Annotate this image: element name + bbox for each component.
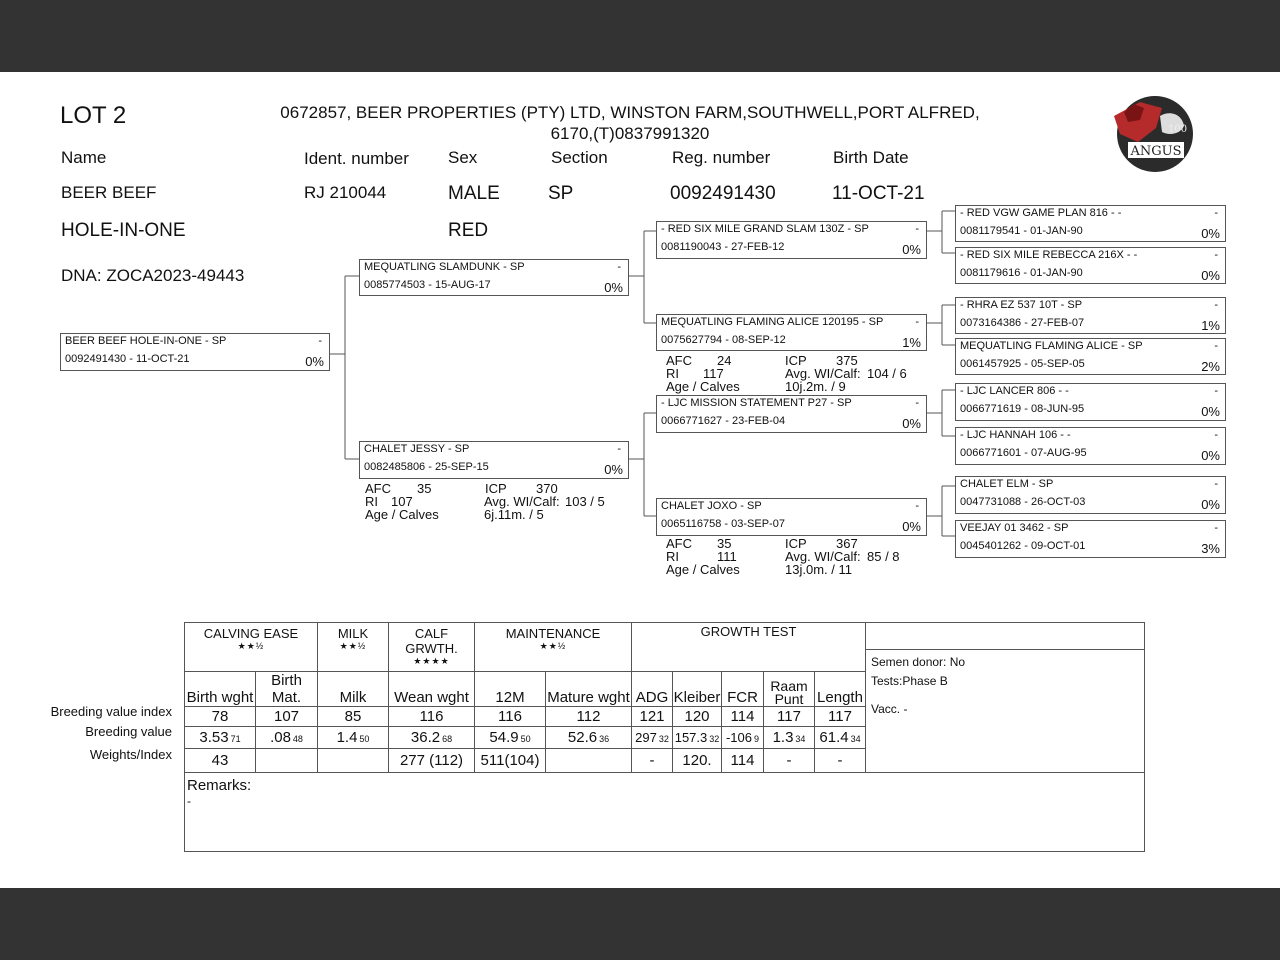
pedigree-sire bbox=[359, 259, 629, 296]
pedigree-percent: 0% bbox=[1201, 448, 1220, 463]
pedigree-great-grandparent bbox=[955, 520, 1226, 558]
pedigree-dash: - bbox=[915, 397, 919, 409]
pedigree-reg: 0081179541 - 01-JAN-90 bbox=[960, 225, 1083, 237]
afc-value: 35 bbox=[417, 481, 432, 496]
bv-accuracy: 32 bbox=[709, 734, 720, 744]
pedigree-reg: 0082485806 - 25-SEP-15 bbox=[364, 461, 489, 473]
bv-accuracy: 34 bbox=[850, 734, 861, 744]
row-label-bv: Breeding value bbox=[85, 724, 172, 739]
animal-birth: 11-OCT-21 bbox=[832, 183, 925, 204]
pedigree-reg: 0073164386 - 27-FEB-07 bbox=[960, 317, 1085, 329]
bottom-bar bbox=[0, 888, 1280, 960]
pedigree-dash: - bbox=[1214, 299, 1218, 311]
animal-name-1: BEER BEEF bbox=[61, 183, 157, 202]
pedigree-dam-dam bbox=[656, 498, 927, 536]
afc-value: 24 bbox=[717, 353, 732, 368]
age-calves-value: 6j.11m. / 5 bbox=[484, 507, 544, 522]
weight-cell: 120. bbox=[673, 749, 722, 773]
animal-name-2: HOLE-IN-ONE bbox=[61, 220, 186, 241]
ri-value: 107 bbox=[391, 494, 413, 509]
pedigree-percent: 2% bbox=[1201, 359, 1220, 374]
breeding-value-table bbox=[184, 622, 1145, 852]
index-cell: 117 bbox=[764, 707, 815, 727]
pedigree-reg: 0066771619 - 08-JUN-95 bbox=[960, 403, 1085, 415]
remarks-label: Remarks: bbox=[187, 777, 252, 794]
age-calves-label: Age / Calves bbox=[666, 562, 740, 577]
group-label: MILK bbox=[337, 626, 369, 641]
weight-cell: 114 bbox=[722, 749, 764, 773]
pedigree-dash: - bbox=[1214, 522, 1218, 534]
pedigree-reg: 0081190043 - 27-FEB-12 bbox=[661, 241, 785, 253]
group-label: MAINTENANCE bbox=[505, 626, 601, 641]
pedigree-percent: 0% bbox=[305, 354, 324, 369]
bv-accuracy: 50 bbox=[520, 734, 531, 744]
bv-accuracy: 32 bbox=[658, 734, 669, 744]
ri-value: 117 bbox=[703, 366, 724, 381]
pedigree-reg: 0061457925 - 05-SEP-05 bbox=[960, 358, 1085, 370]
pedigree-name: - RHRA EZ 537 10T - SP bbox=[960, 299, 1083, 311]
index-cell: 114 bbox=[722, 707, 764, 727]
afc-label: AFC bbox=[365, 481, 391, 496]
pedigree-dash: - bbox=[1214, 207, 1218, 219]
col-fcr: FCR bbox=[722, 672, 764, 707]
pedigree-percent: 0% bbox=[902, 519, 921, 534]
pedigree-reg: 0066771601 - 07-AUG-95 bbox=[960, 447, 1087, 459]
col-adg: ADG bbox=[632, 672, 673, 707]
group-calving-ease bbox=[185, 623, 318, 672]
header-birth: Birth Date bbox=[833, 148, 909, 167]
index-cell: 120 bbox=[673, 707, 722, 727]
pedigree-percent: 0% bbox=[1201, 226, 1220, 241]
pedigree-percent: 0% bbox=[1201, 268, 1220, 283]
icp-value: 370 bbox=[536, 481, 558, 496]
age-calves-label: Age / Calves bbox=[666, 379, 740, 394]
bv-accuracy: 36 bbox=[599, 734, 610, 744]
pedigree-dash: - bbox=[915, 316, 919, 328]
weight-cell: 511(104) bbox=[475, 749, 546, 773]
pedigree-percent: 0% bbox=[1201, 497, 1220, 512]
pedigree-dash: - bbox=[915, 223, 919, 235]
ri-label: RI bbox=[365, 494, 378, 509]
owner-line-2: 6170,(T)0837991320 bbox=[550, 124, 710, 143]
animal-ident: RJ 210044 bbox=[304, 183, 387, 202]
pedigree-great-grandparent bbox=[955, 297, 1226, 334]
bv-value: 3.53 bbox=[199, 729, 229, 746]
index-cell: 112 bbox=[546, 707, 632, 727]
bv-accuracy: 34 bbox=[795, 734, 806, 744]
age-calves-label: Age / Calves bbox=[365, 507, 439, 522]
avg-weight-value: 103 / 5 bbox=[565, 494, 605, 509]
bv-accuracy: 48 bbox=[292, 734, 303, 744]
weight-cell: 43 bbox=[185, 749, 256, 773]
ri-label: RI bbox=[666, 366, 679, 381]
bv-value: 52.6 bbox=[567, 729, 598, 746]
avg-weight-label: Avg. WI/Calf: bbox=[785, 366, 861, 381]
group-growth-test: GROWTH TEST bbox=[632, 623, 866, 672]
pedigree-page bbox=[0, 72, 1280, 888]
side-info bbox=[866, 623, 1145, 773]
bv-accuracy: 9 bbox=[754, 734, 760, 744]
col-mature-weight: Mature wght bbox=[546, 672, 632, 707]
group-label: CALVING EASE bbox=[203, 626, 299, 641]
pedigree-name: - RED SIX MILE GRAND SLAM 130Z - SP bbox=[661, 223, 869, 235]
vacc-info: Vacc. - bbox=[871, 702, 908, 716]
pedigree-sire-dam bbox=[656, 314, 927, 351]
header-ident: Ident. number bbox=[304, 149, 409, 168]
col-milk: Milk bbox=[318, 672, 389, 707]
bv-value: 1.3 bbox=[772, 729, 794, 746]
bv-accuracy: 71 bbox=[230, 734, 241, 744]
bv-value: 36.2 bbox=[410, 729, 441, 746]
index-cell: 116 bbox=[475, 707, 546, 727]
pedigree-reg: 0045401262 - 09-OCT-01 bbox=[960, 540, 1086, 552]
pedigree-great-grandparent bbox=[955, 383, 1226, 421]
index-cell: 116 bbox=[389, 707, 475, 727]
pedigree-reg: 0075627794 - 08-SEP-12 bbox=[661, 334, 786, 346]
weight-cell: 277 (112) bbox=[389, 749, 475, 773]
bv-value: .08 bbox=[270, 729, 291, 746]
index-cell: 121 bbox=[632, 707, 673, 727]
col-12m: 12M bbox=[475, 672, 546, 707]
age-calves-value: 10j.2m. / 9 bbox=[785, 379, 846, 394]
pedigree-percent: 3% bbox=[1201, 541, 1220, 556]
row-label-index: Breeding value index bbox=[50, 704, 172, 719]
row-label-weights: Weights/Index bbox=[89, 747, 172, 762]
pedigree-dam-sire bbox=[656, 395, 927, 433]
pedigree-name: MEQUATLING FLAMING ALICE - SP bbox=[960, 340, 1143, 352]
rating-stars: ★★½ bbox=[339, 641, 367, 651]
owner-line-1: 0672857, BEER PROPERTIES (PTY) LTD, WINSTON FARM,SOUTHWELL,PORT ALFRED, bbox=[280, 103, 980, 122]
col-birth-mat: Birth Mat. bbox=[256, 672, 318, 707]
pedigree-great-grandparent bbox=[955, 338, 1226, 375]
lot-number: LOT 2 bbox=[60, 102, 127, 129]
rating-stars: ★★★★ bbox=[413, 656, 450, 666]
pedigree-sire-sire bbox=[656, 221, 927, 259]
pedigree-reg: 0047731088 - 26-OCT-03 bbox=[960, 496, 1086, 508]
pedigree-reg: 0081179616 - 01-JAN-90 bbox=[960, 267, 1083, 279]
bv-accuracy: 68 bbox=[442, 734, 453, 744]
icp-value: 367 bbox=[836, 536, 858, 551]
pedigree-reg: 0065116758 - 03-SEP-07 bbox=[661, 518, 785, 530]
pedigree-percent: 0% bbox=[902, 416, 921, 431]
avg-weight-label: Avg. WI/Calf: bbox=[484, 494, 560, 509]
group-label: CALF GRWTH. bbox=[405, 626, 458, 656]
header-name: Name bbox=[61, 148, 107, 167]
pedigree-name: CHALET ELM - SP bbox=[960, 478, 1054, 490]
pedigree-name: - LJC LANCER 806 - - bbox=[960, 385, 1069, 397]
pedigree-dash: - bbox=[1214, 385, 1218, 397]
pedigree-name: - RED VGW GAME PLAN 816 - - bbox=[960, 207, 1122, 219]
pedigree-name: BEER BEEF HOLE-IN-ONE - SP bbox=[65, 335, 227, 347]
remarks-section bbox=[185, 773, 1145, 852]
pedigree-name: CHALET JESSY - SP bbox=[364, 443, 470, 455]
pedigree-percent: 0% bbox=[1201, 404, 1220, 419]
pedigree-dash: - bbox=[617, 261, 621, 273]
pedigree-name: - LJC MISSION STATEMENT P27 - SP bbox=[661, 397, 852, 409]
bv-value: 54.9 bbox=[489, 729, 519, 746]
index-cell: 107 bbox=[256, 707, 318, 727]
pedigree-dash: - bbox=[318, 335, 322, 347]
weight-cell: - bbox=[632, 749, 673, 773]
logo-text: ANGUS bbox=[1130, 144, 1182, 159]
pedigree-dash: - bbox=[617, 443, 621, 455]
pedigree-great-grandparent bbox=[955, 247, 1226, 284]
pedigree-great-grandparent bbox=[955, 476, 1226, 514]
weight-cell: - bbox=[815, 749, 866, 773]
header-sex: Sex bbox=[448, 148, 478, 167]
rating-stars: ★★½ bbox=[237, 641, 265, 651]
animal-color: RED bbox=[448, 220, 489, 241]
index-cell: 117 bbox=[815, 707, 866, 727]
semen-donor: Semen donor: No bbox=[871, 655, 966, 669]
remarks-text: - bbox=[187, 794, 191, 808]
avg-weight-label: Avg. WI/Calf: bbox=[785, 549, 861, 564]
icp-value: 375 bbox=[836, 353, 858, 368]
pedigree-percent: 1% bbox=[902, 335, 921, 350]
header-section: Section bbox=[551, 148, 608, 167]
avg-weight-value: 104 / 6 bbox=[867, 366, 907, 381]
pedigree-dash: - bbox=[915, 500, 919, 512]
pedigree-percent: 0% bbox=[604, 462, 623, 477]
pedigree-percent: 1% bbox=[1201, 318, 1220, 333]
rating-stars: ★★½ bbox=[539, 641, 567, 651]
icp-label: ICP bbox=[785, 353, 807, 368]
animal-dna: DNA: ZOCA2023-49443 bbox=[61, 266, 245, 285]
icp-label: ICP bbox=[785, 536, 807, 551]
weight-cell bbox=[256, 749, 318, 773]
tests-info: Tests:Phase B bbox=[871, 674, 948, 688]
animal-reg: 0092491430 bbox=[670, 183, 776, 204]
pedigree-great-grandparent bbox=[955, 205, 1226, 242]
weight-cell bbox=[546, 749, 632, 773]
pedigree-great-grandparent bbox=[955, 427, 1226, 465]
pedigree-percent: 0% bbox=[902, 242, 921, 257]
top-bar bbox=[0, 0, 1280, 72]
pedigree-subject bbox=[60, 333, 330, 371]
index-cell: 85 bbox=[318, 707, 389, 727]
bv-value: 297 bbox=[635, 730, 657, 745]
header-reg: Reg. number bbox=[672, 148, 771, 167]
bv-value: 157.3 bbox=[674, 730, 708, 745]
pedigree-percent: 0% bbox=[604, 280, 623, 295]
pedigree-dash: - bbox=[1214, 340, 1218, 352]
icp-label: ICP bbox=[485, 481, 507, 496]
afc-value: 35 bbox=[717, 536, 732, 551]
afc-label: AFC bbox=[666, 536, 692, 551]
group-milk bbox=[318, 623, 389, 672]
pedigree-name: - RED SIX MILE REBECCA 216X - - bbox=[960, 249, 1138, 261]
pedigree-name: - LJC HANNAH 106 - - bbox=[960, 429, 1071, 441]
pedigree-name: VEEJAY 01 3462 - SP bbox=[960, 522, 1069, 534]
pedigree-reg: 0066771627 - 23-FEB-04 bbox=[661, 415, 786, 427]
col-wean-weight: Wean wght bbox=[389, 672, 475, 707]
col-raam-punt: Raam Punt bbox=[764, 672, 815, 707]
pedigree-dash: - bbox=[1214, 429, 1218, 441]
ri-label: RI bbox=[666, 549, 679, 564]
afc-label: AFC bbox=[666, 353, 692, 368]
group-calf-growth bbox=[389, 623, 475, 672]
pedigree-dam bbox=[359, 441, 629, 479]
animal-sex: MALE bbox=[448, 183, 500, 204]
bv-value: 61.4 bbox=[819, 729, 849, 746]
pedigree-dash: - bbox=[1214, 478, 1218, 490]
col-birth-weight: Birth wght bbox=[185, 672, 256, 707]
pedigree-name: MEQUATLING FLAMING ALICE 120195 - SP bbox=[661, 316, 884, 328]
age-calves-value: 13j.0m. / 11 bbox=[785, 562, 852, 577]
pedigree-reg: 0092491430 - 11-OCT-21 bbox=[65, 353, 190, 365]
bv-accuracy: 50 bbox=[359, 734, 370, 744]
logo-number: 100 bbox=[1168, 124, 1188, 135]
pedigree-reg: 0085774503 - 15-AUG-17 bbox=[364, 279, 491, 291]
col-kleiber: Kleiber bbox=[673, 672, 722, 707]
bv-value: 1.4 bbox=[336, 729, 358, 746]
pedigree-dash: - bbox=[1214, 249, 1218, 261]
weight-cell: - bbox=[764, 749, 815, 773]
col-length: Length bbox=[815, 672, 866, 707]
avg-weight-value: 85 / 8 bbox=[867, 549, 900, 564]
animal-section: SP bbox=[548, 183, 574, 204]
weight-cell bbox=[318, 749, 389, 773]
group-maintenance bbox=[475, 623, 632, 672]
ri-value: 111 bbox=[717, 549, 737, 564]
pedigree-name: MEQUATLING SLAMDUNK - SP bbox=[364, 261, 525, 273]
index-cell: 78 bbox=[185, 707, 256, 727]
bv-value: -106 bbox=[725, 730, 752, 745]
pedigree-name: CHALET JOXO - SP bbox=[661, 500, 762, 512]
